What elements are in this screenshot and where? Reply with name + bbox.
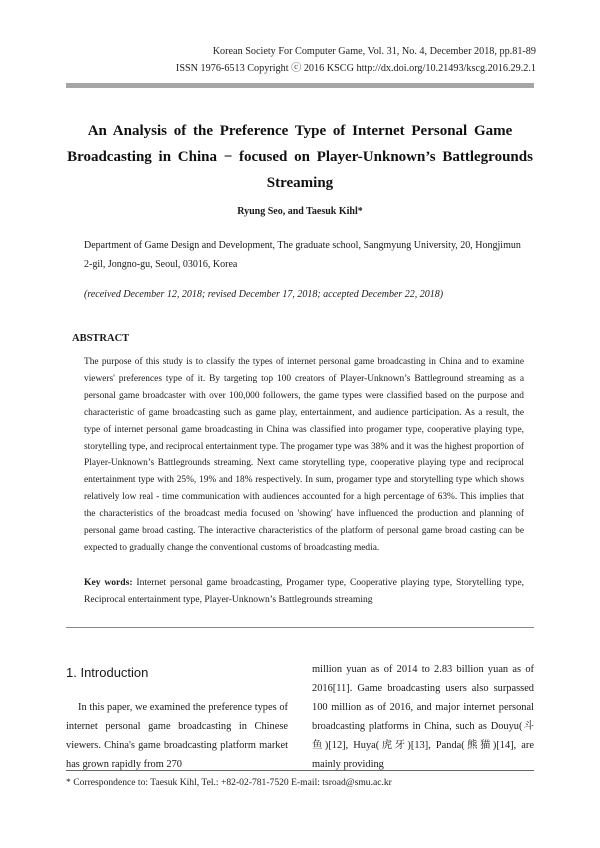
journal-citation: Korean Society For Computer Game, Vol. 31, No. 4, December 2018, pp.81-89 (212, 46, 536, 57)
section-divider (66, 627, 534, 628)
issn-line: ISSN 1976-6513 Copyright ⓒ 2016 KSCG http://dx.doi.org/10.21493/kscg.2016.29.2.1 (175, 63, 536, 74)
authors: Ryung Seo, and Taesuk Kihl* (237, 206, 363, 217)
keywords (84, 574, 524, 608)
correspondence-footnote: * Correspondence to: Taesuk Kihl, Tel.: +82-02-781-7520 E-mail: tsroad@smu.ac.kr (66, 777, 392, 788)
section-heading-introduction: 1. Introduction (66, 665, 149, 680)
intro-paragraph-right: million yuan as of 2014 to 2.83 billion yuan as of 2016[11]. Game broadcasting users also surpassed 100 million as of 2016, and major internet personal broadcasting platforms in China, such as Douyu(斗鱼)[12], Huya(虎牙)[13], Panda(熊猫)[14], are mainly providing (312, 664, 534, 770)
affiliation: Department of Game Design and Development, The graduate school, Sangmyung University, 20, Hongjimun 2-gil, Jongno-gu, Seoul, 03016, Korea (84, 240, 521, 270)
journal-header (176, 43, 536, 77)
abstract-body: The purpose of this study is to classify the types of internet personal game broadcasting in China and to examine viewers' preferences type of it. By targeting top 100 creators of Player-Unknown’s Battleground streaming as a personal game broadcaster with over 100,000 followers, the game types were classified based on the purpose and characteristic of game broadcasting such as game play, entertainment, and audience participation. As a result, the type of internet personal game broadcasting in China was classified into progamer type, cooperative playing type, storytelling type, and reciprocal entertainment type. The progamer type was 38% and it was the highest proportion of Player-Unknown’s Battlegrounds streaming. Next came storytelling type, cooperative playing type and reciprocal entertainment type with 25%, 19% and 18% respectively. In sum, progamer type and storytelling type which shows relatively low real - time communication with audiences accounted for a high percentage of 63%. This implies that the characteristics of the broadcast media focused on 'showing' have influenced the production and planning of personal game broad casting. The interactive characteristics of the platform of personal game broad casting can be expected to gradually change the conventional customs of broadcasting media. (84, 357, 524, 553)
footnote-divider (66, 770, 534, 771)
keywords-text: Internet personal game broadcasting, Progamer type, Cooperative playing type, Storytelling type, Reciprocal entertainment type, Player-Unknown’s Battlegrounds streaming (84, 577, 524, 605)
intro-paragraph-left: In this paper, we examined the preference types of internet personal game broadcasting in Chinese viewers. China's game broadcasting platform market has grown rapidly from 270 (66, 702, 288, 770)
keywords-label: Key words: (84, 577, 133, 588)
abstract-heading: ABSTRACT (72, 333, 130, 344)
right-column (312, 660, 534, 774)
paper-title: An Analysis of the Preference Type of Internet Personal Game Broadcasting in China − focused on Player-Unknown’s Battlegrounds Streaming (67, 123, 533, 191)
received-dates: (received December 12, 2018; revised December 17, 2018; accepted December 22, 2018) (84, 289, 444, 300)
header-bar (66, 83, 534, 88)
left-column (66, 660, 288, 774)
